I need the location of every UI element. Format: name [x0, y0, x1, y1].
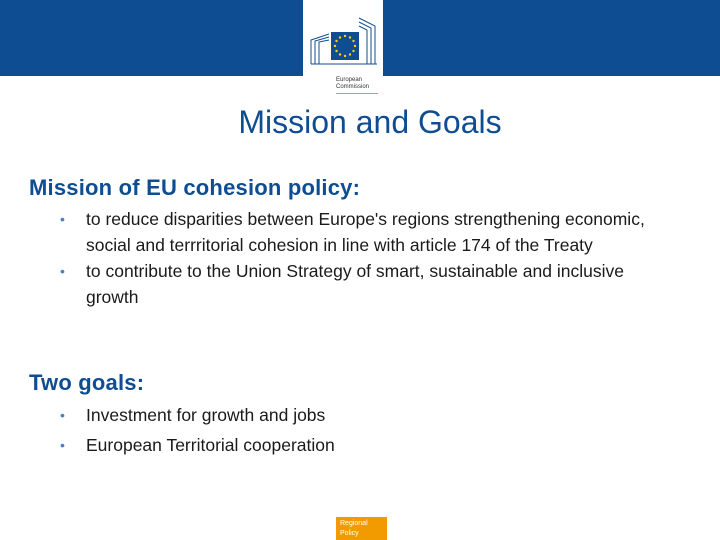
list-item: [60, 430, 680, 460]
goals-bullet-list: [60, 400, 680, 460]
bullet-text: Investment for growth and jobs: [86, 405, 326, 425]
list-item: [60, 206, 680, 258]
goals-heading: Two goals:: [29, 370, 145, 395]
footer-line2: Policy: [340, 530, 359, 537]
european-commission-logo: [303, 0, 383, 99]
logo-line2: Commission: [336, 84, 370, 90]
mission-heading: Mission of EU cohesion policy:: [29, 175, 361, 200]
footer-line1: Regional: [340, 520, 368, 527]
slide-title: Mission and Goals: [238, 104, 502, 140]
bullet-icon: •: [60, 407, 65, 423]
list-item: [60, 258, 680, 310]
mission-bullet-list: [60, 206, 680, 310]
logo-line1: European: [336, 77, 363, 83]
list-item: [60, 400, 680, 430]
bullet-text: to reduce disparities between Europe's regions strengthening economic, social and terrritorial cohesion in line with article 174 of the Treaty: [86, 209, 645, 255]
commission-building-icon: [309, 14, 379, 74]
footer-label: [340, 519, 368, 539]
bullet-icon: •: [60, 211, 65, 227]
bullet-icon: •: [60, 263, 65, 279]
bullet-icon: •: [60, 437, 65, 453]
logo-wordmark: [336, 77, 382, 91]
bullet-text: European Territorial cooperation: [86, 435, 335, 455]
logo-underline: [336, 93, 378, 94]
bullet-text: to contribute to the Union Strategy of smart, sustainable and inclusive growth: [86, 261, 624, 307]
regional-policy-badge: [336, 517, 387, 540]
